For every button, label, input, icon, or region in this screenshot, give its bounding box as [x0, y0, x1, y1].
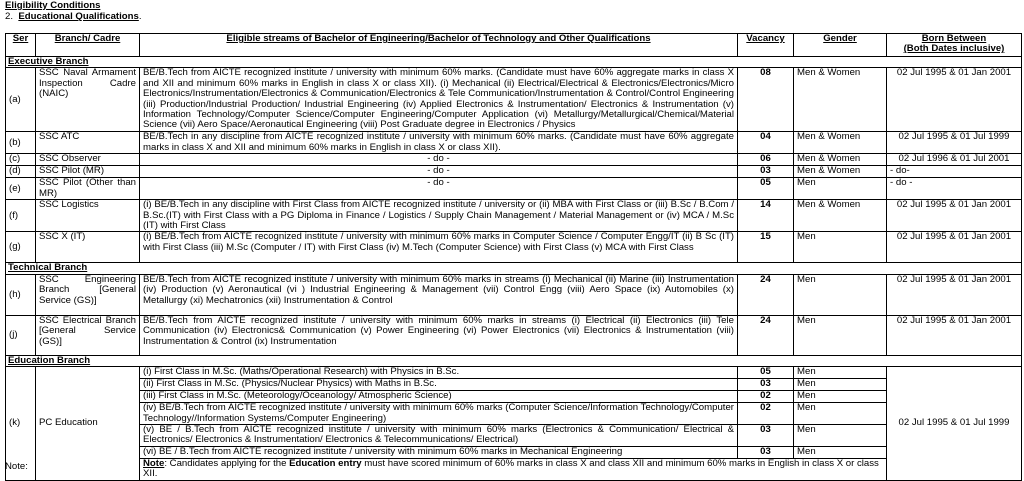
row-ser: (d)	[6, 166, 36, 178]
page-title: Eligibility Conditions	[5, 0, 101, 11]
edu-row	[6, 367, 1022, 379]
edu-gender: Men	[794, 446, 887, 458]
row-ser: (e)	[6, 178, 36, 200]
row-vacancy: 04	[738, 132, 794, 154]
row-branch: SSC ATC	[36, 132, 140, 154]
edu-row	[6, 403, 1022, 425]
col-header-branch: Branch/ Cadre	[36, 34, 140, 57]
row-streams: BE/B.Tech in any discipline from AICTE recognized institute / university with minimum 60% marks. (Candidate must have 60% aggregate marks in class X and XII and minimum 60% marks in English in class X or class XII).	[140, 132, 738, 154]
row-vacancy: 24	[738, 315, 794, 355]
col-header-vacancy: Vacancy	[738, 34, 794, 57]
note-bold: Education entry	[289, 458, 362, 469]
edu-vacancy: 03	[738, 446, 794, 458]
row-streams: - do -	[140, 154, 738, 166]
row-born: 02 Jul 1996 & 01 Jul 2001	[887, 154, 1022, 166]
section-label: Education Branch	[6, 355, 1022, 366]
header-row	[6, 34, 1022, 57]
edu-gender: Men	[794, 425, 887, 447]
row-ser: (a)	[6, 68, 36, 132]
section-row-education	[6, 355, 1022, 366]
born-label: Born Between	[921, 33, 987, 44]
edu-stream: (iii) First Class in M.Sc. (Meteorology/Oceanology/ Atmospheric Science)	[140, 391, 738, 403]
edu-row	[6, 425, 1022, 447]
section-number: 2.	[5, 11, 14, 22]
row-branch: SSC Logistics	[36, 200, 140, 232]
row-streams: (i) BE/B.Tech from AICTE recognized institute / university with minimum 60% marks in Computer Science / Computer Engg/IT (ii) B Sc (IT) with First Class (iii) M.Sc (Computer / IT) with First Class (iv) M.Tech (Computer Science) with First Class (v) MCA with First Class	[140, 232, 738, 263]
row-vacancy: 08	[738, 68, 794, 132]
row-ser: (f)	[6, 200, 36, 232]
section-heading: 2. Educational Qualifications.	[5, 11, 142, 22]
row-born: - do-	[887, 166, 1022, 178]
edu-row	[6, 446, 1022, 458]
row-gender: Men	[794, 315, 887, 355]
row-branch: SSC Observer	[36, 154, 140, 166]
section-label: Technical Branch	[6, 263, 1022, 274]
col-header-born	[887, 34, 1022, 57]
row-vacancy: 15	[738, 232, 794, 263]
row-gender: Men	[794, 178, 887, 200]
row-born: 02 Jul 1995 & 01 Jan 2001	[887, 200, 1022, 232]
table-row	[6, 315, 1022, 355]
section-row-technical	[6, 263, 1022, 274]
row-ser: (c)	[6, 154, 36, 166]
row-branch: SSC X (IT)	[36, 232, 140, 263]
row-vacancy: 06	[738, 154, 794, 166]
row-ser: (j)	[6, 315, 36, 355]
edu-vacancy: 02	[738, 391, 794, 403]
row-gender: Men & Women	[794, 68, 887, 132]
row-born: 02 Jul 1995 & 01 Jan 2001	[887, 315, 1022, 355]
edu-vacancy: 03	[738, 379, 794, 391]
edu-vacancy: 02	[738, 403, 794, 425]
edu-stream: (i) First Class in M.Sc. (Maths/Operational Research) with Physics in B.Sc.	[140, 367, 738, 379]
row-ser: (h)	[6, 274, 36, 315]
table-row	[6, 178, 1022, 200]
row-born: 02 Jul 1995 & 01 Jan 2001	[887, 232, 1022, 263]
row-vacancy: 14	[738, 200, 794, 232]
row-branch: SSC Pilot (MR)	[36, 166, 140, 178]
edu-stream: (ii) First Class in M.Sc. (Physics/Nuclear Physics) with Maths in B.Sc.	[140, 379, 738, 391]
col-header-streams: Eligible streams of Bachelor of Engineering/Bachelor of Technology and Other Qualifications	[140, 34, 738, 57]
row-ser: (b)	[6, 132, 36, 154]
born-sub-label: (Both Dates inclusive)	[903, 43, 1005, 55]
edu-gender: Men	[794, 379, 887, 391]
row-streams: (i) BE/B.Tech in any discipline with First Class from AICTE recognized institute / university or (ii) MBA with First Class or (iii) B.Sc / B.Com / B.Sc.(IT) with First Class with a PG Diploma in Finance / Logistics / Supply Chain Management / Material Management or (iv) MCA / M.Sc (IT) with First Class	[140, 200, 738, 232]
table-row	[6, 132, 1022, 154]
row-streams: BE/B.Tech from AICTE recognized institute / university with minimum 60% marks in streams (i) Mechanical (ii) Marine (iii) Instrumentation (iv) Production (v) Aeronautical (vi ) Industrial Engineering & Management (vii) Control Engg (viii) Aero Space (ix) Automobiles (x) Metallurgy (xi) Mechatronics (xii) Instrumentation & Control	[140, 274, 738, 315]
edu-gender: Men	[794, 367, 887, 379]
row-streams: BE/B.Tech from AICTE recognized institute / university with minimum 60% marks. (Candidate must have 60% aggregate marks in class X and XII and minimum 60% marks in English in class X or class XII). (i) Mechanical (ii) Electrical/Electrical & Electronics/Electronics/Micro Electronics/Instrumentation/Electronics & Communication/Electronics & Tele Communication/Instrumentation & Control/Control Engineering (iii) Production/Industrial Production/ Industrial Engineering (iv) Applied Electronics & Instrumentation/ Electronics & Instrumentation (v) Information Technology/Computer Science/Computer Engineering/Computer Application (vi) Metallurgy/Metallurgical/Chemical/Material Science (vii) Aero Space/Aeronautical Engineering (viii) Post Graduate degree in Electronics / Physics	[140, 68, 738, 132]
row-branch: SSC Electrical Branch [General Service (GS)]	[36, 315, 140, 355]
edu-note-row	[6, 458, 1022, 480]
edu-row	[6, 391, 1022, 403]
edu-stream: (vi) BE / B.Tech from AICTE recognized institute / university with minimum 60% marks in Mechanical Engineering	[140, 446, 738, 458]
edu-row	[6, 379, 1022, 391]
edu-vacancy: 03	[738, 425, 794, 447]
edu-gender: Men	[794, 391, 887, 403]
col-header-gender: Gender	[794, 34, 887, 57]
row-branch: SSC Naval Armament Inspection Cadre (NAIC)	[36, 68, 140, 132]
edu-gender: Men	[794, 403, 887, 425]
row-born: 02 Jul 1995 & 01 Jan 2001	[887, 68, 1022, 132]
row-vacancy: 05	[738, 178, 794, 200]
table-row	[6, 166, 1022, 178]
note-post: must have scored minimum of 60% marks in class X and class XII and minimum 60% marks in English in class X or class XII.	[143, 458, 879, 480]
table-row	[6, 232, 1022, 263]
note-label: Note	[143, 458, 165, 469]
table-row	[6, 200, 1022, 232]
section-label: Executive Branch	[6, 57, 1022, 68]
row-gender: Men & Women	[794, 154, 887, 166]
row-streams: - do -	[140, 166, 738, 178]
footer-note: Note:	[5, 461, 28, 472]
row-born: 02 Jul 1995 & 01 Jul 1999	[887, 367, 1022, 480]
row-gender: Men & Women	[794, 166, 887, 178]
row-born: 02 Jul 1995 & 01 Jul 1999	[887, 132, 1022, 154]
row-ser: (k)	[6, 367, 36, 480]
row-vacancy: 03	[738, 166, 794, 178]
row-streams: - do -	[140, 178, 738, 200]
edu-stream: (v) BE / B.Tech from AICTE recognized institute / university with minimum 60% marks (Electronics & Communication/ Electrical & Electronics/ Electronics & Instrumentation/ Electronics & Telecommunications/ Electrical)	[140, 425, 738, 447]
row-born: - do -	[887, 178, 1022, 200]
col-header-ser: Ser	[6, 34, 36, 57]
note-pre: : Candidates applying for the	[164, 458, 290, 469]
edu-stream: (iv) BE/B.Tech from AICTE recognized institute / university with minimum 60% marks (Computer Science/Information Technology/Computer Technology//Information Systems/Computer Engineering)	[140, 403, 738, 425]
row-gender: Men	[794, 232, 887, 263]
row-branch: SSC Engineering Branch [General Service (GS)]	[36, 274, 140, 315]
row-gender: Men & Women	[794, 132, 887, 154]
edu-note	[140, 458, 887, 480]
row-branch: SSC Pilot (Other than MR)	[36, 178, 140, 200]
table-row	[6, 68, 1022, 132]
section-title: Educational Qualifications	[18, 11, 139, 22]
row-gender: Men & Women	[794, 200, 887, 232]
qualifications-table	[5, 33, 1022, 481]
row-born: 02 Jul 1995 & 01 Jan 2001	[887, 274, 1022, 315]
row-vacancy: 24	[738, 274, 794, 315]
row-gender: Men	[794, 274, 887, 315]
edu-vacancy: 05	[738, 367, 794, 379]
row-streams: BE/B.Tech from AICTE recognized institute / university with minimum 60% marks in streams (i) Electrical (ii) Electronics (iii) Tele Communication (iv) Electronics& Communication (v) Power Engineering (vi) Power Electronics (vii) Electronics & Instrumentation (viii) Instrumentation & Control (ix) Instrumentation	[140, 315, 738, 355]
table-row	[6, 274, 1022, 315]
section-row-executive	[6, 57, 1022, 68]
row-ser: (g)	[6, 232, 36, 263]
table-row	[6, 154, 1022, 166]
row-branch: PC Education	[36, 367, 140, 480]
